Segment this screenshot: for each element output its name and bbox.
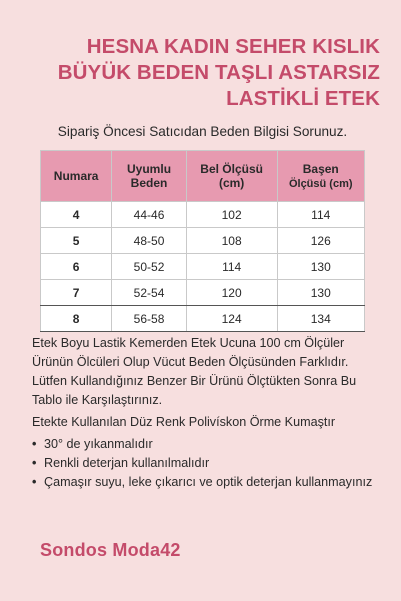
cell-basen: 130 xyxy=(277,254,365,280)
table-header-row xyxy=(41,151,365,202)
size-info-notice: Sipariş Öncesi Satıcıdan Beden Bilgisi Sorunuz. xyxy=(57,124,348,139)
cell-uyumlu-beden: 48-50 xyxy=(112,228,187,254)
product-notes xyxy=(32,334,382,492)
product-title xyxy=(40,34,380,112)
cell-numara: 4 xyxy=(41,202,112,228)
cell-bel: 124 xyxy=(186,306,277,332)
table-row xyxy=(41,254,365,280)
table-row xyxy=(41,228,365,254)
title-line-1: HESNA KADIN SEHER KISLIK xyxy=(86,35,380,58)
cell-basen: 134 xyxy=(277,306,365,332)
table-row xyxy=(41,202,365,228)
title-line-3: LASTİKLİ ETEK xyxy=(226,87,380,110)
title-line-2: BÜYÜK BEDEN TAŞLI ASTARSIZ xyxy=(57,61,380,84)
table-row xyxy=(41,306,365,332)
cell-basen: 114 xyxy=(277,202,365,228)
cell-basen: 130 xyxy=(277,280,365,306)
list-item: • 30° de yıkanmalıdır xyxy=(32,435,382,454)
cell-numara: 6 xyxy=(41,254,112,280)
cell-bel: 108 xyxy=(186,228,277,254)
cell-numara: 7 xyxy=(41,280,112,306)
brand-name: Sondos Moda42 xyxy=(40,540,181,560)
cell-uyumlu-beden: 44-46 xyxy=(112,202,187,228)
cell-bel: 114 xyxy=(186,254,277,280)
header-uyumlu-beden: Uyumlu Beden xyxy=(112,151,187,202)
header-bel-olcusu: Bel Ölçüsü (cm) xyxy=(186,151,277,202)
cell-uyumlu-beden: 50-52 xyxy=(112,254,187,280)
cell-basen: 126 xyxy=(277,228,365,254)
fabric-note: Etekte Kullanılan Düz Renk Polivískon Örme Kumaştır xyxy=(32,415,336,429)
cell-uyumlu-beden: 52-54 xyxy=(112,280,187,306)
list-item: • Çamaşır suyu, leke çıkarıcı ve optik deterjan kullanmayınız xyxy=(32,473,382,492)
bullet-icon: • xyxy=(32,456,37,470)
length-note: Etek Boyu Lastik Kemerden Etek Ucuna 100 cm Ölçüler Ürünün Ölcüleri Olup Vücut Beden Ölçüsünden Farklıdır. Lütfen Kullandığınız Benzer Bir Ürünü Ölçtükten Sonra Bu Tablo ile Karşılaştırınız. xyxy=(32,336,357,407)
size-table xyxy=(40,150,365,332)
table-row xyxy=(41,280,365,306)
cell-numara: 8 xyxy=(41,306,112,332)
care-list xyxy=(32,435,382,492)
cell-numara: 5 xyxy=(41,228,112,254)
bullet-icon: • xyxy=(32,437,37,451)
cell-uyumlu-beden: 56-58 xyxy=(112,306,187,332)
cell-bel: 120 xyxy=(186,280,277,306)
bullet-icon: • xyxy=(32,475,37,489)
header-numara: Numara xyxy=(41,151,112,202)
list-item: • Renkli deterjan kullanılmalıdır xyxy=(32,454,382,473)
cell-bel: 102 xyxy=(186,202,277,228)
header-basen-olcusu: Başen Ölçüsü (cm) xyxy=(277,151,365,202)
